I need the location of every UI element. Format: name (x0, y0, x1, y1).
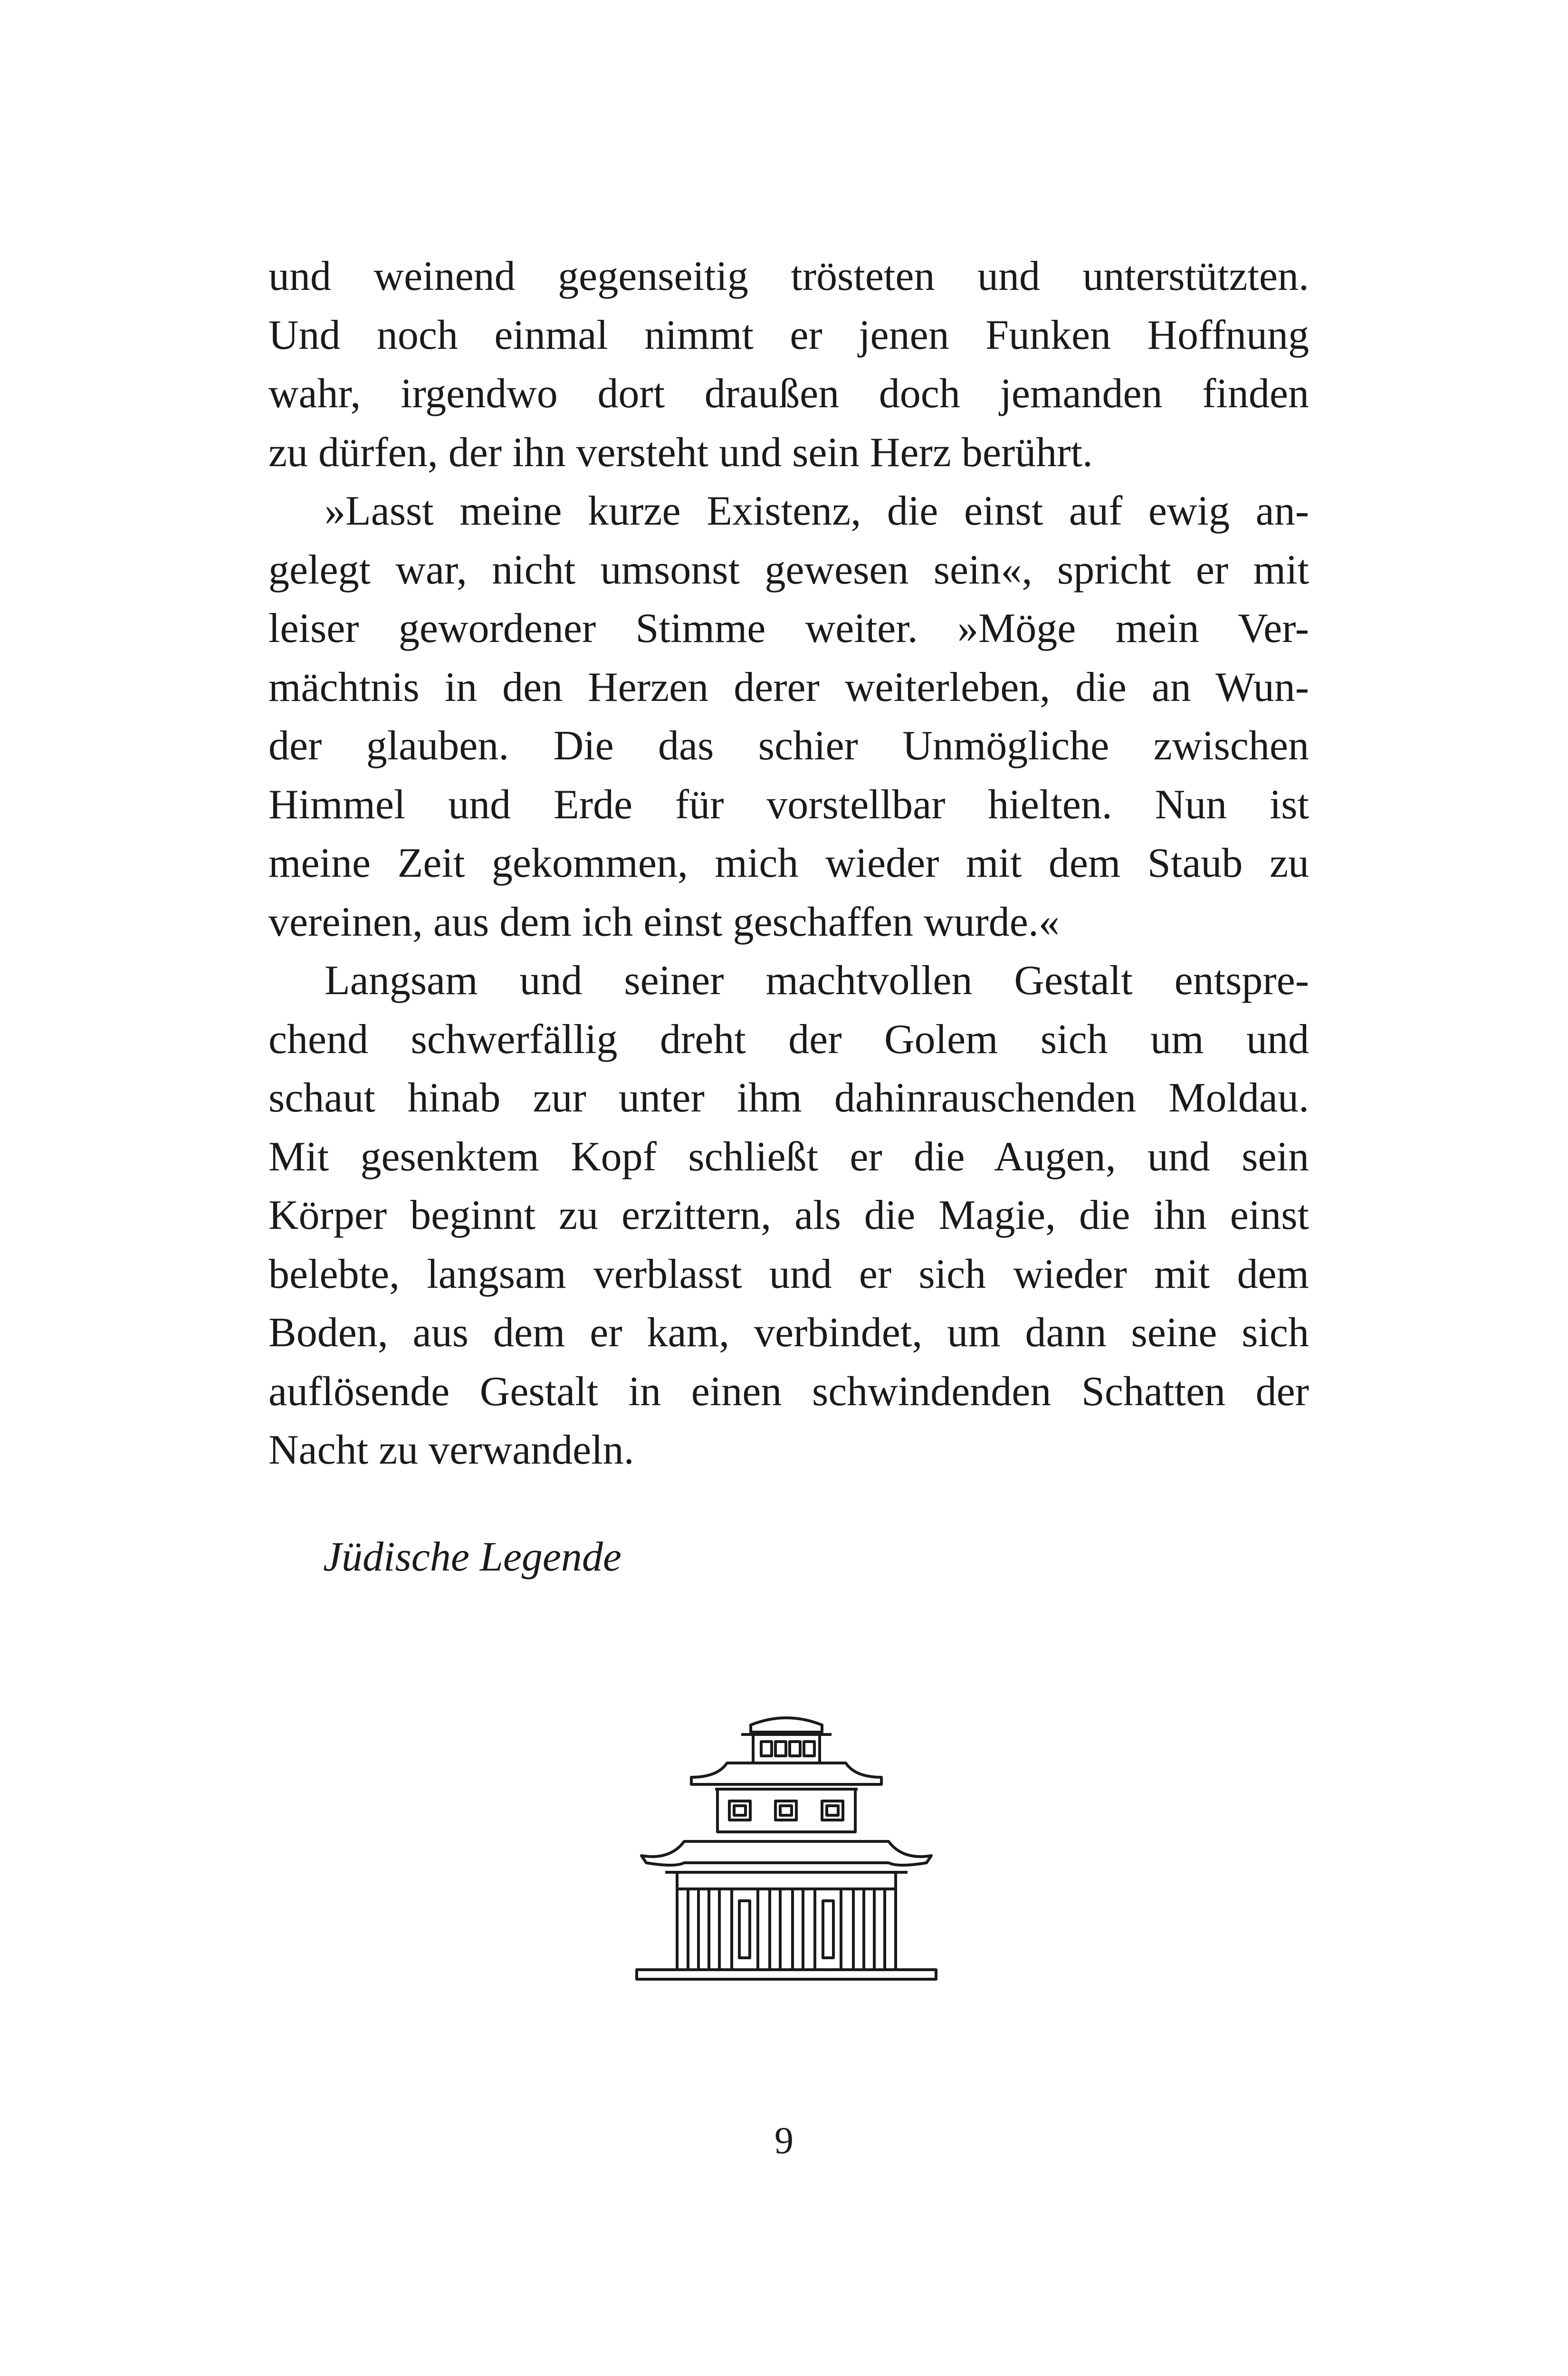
text-line: gelegt war, nicht umsonst gewesen sein«, spricht er mit (268, 546, 1309, 593)
text-line: leiser gewordener Stimme weiter. »Möge mein Ver- (268, 605, 1309, 651)
source-attribution: Jüdische Legende (323, 1534, 621, 1580)
text-line: Mit gesenktem Kopf schließt er die Augen, und sein (268, 1133, 1309, 1180)
text-line: Himmel und Erde für vorstellbar hielten. Nun ist (268, 781, 1309, 828)
body-text (268, 247, 1309, 1480)
text-line: chend schwerfällig dreht der Golem sich um und (268, 1016, 1309, 1063)
text-line: vereinen, aus dem ich einst geschaffen wurde.« (268, 899, 1060, 945)
text-line: und weinend gegenseitig trösteten und unterstützten. (268, 253, 1309, 299)
pagoda-icon (632, 1706, 941, 1982)
text-line: meine Zeit gekommen, mich wieder mit dem Staub zu (268, 840, 1309, 886)
text-line: auflösende Gestalt in einen schwindenden Schatten der (268, 1368, 1309, 1415)
text-line: wahr, irgendwo dort draußen doch jemanden finden (268, 371, 1309, 417)
text-line: Nacht zu verwandeln. (268, 1427, 634, 1473)
text-line: Körper beginnt zu erzittern, als die Magie, die ihn einst (268, 1192, 1309, 1238)
page-number: 9 (774, 2120, 794, 2162)
paragraph-2 (268, 482, 1309, 951)
text-line: der glauben. Die das schier Unmögliche zwischen (268, 723, 1309, 769)
text-line: Und noch einmal nimmt er jenen Funken Hoffnung (268, 312, 1309, 358)
text-line: zu dürfen, der ihn versteht und sein Herz berührt. (268, 429, 1093, 476)
text-line: Boden, aus dem er kam, verbindet, um dann seine sich (268, 1310, 1309, 1356)
text-line: »Lasst meine kurze Existenz, die einst auf ewig an- (325, 488, 1309, 534)
text-line: Langsam und seiner machtvollen Gestalt entspre- (325, 958, 1309, 1004)
paragraph-1 (268, 247, 1309, 482)
text-line: mächtnis in den Herzen derer weiterleben, die an Wun- (268, 664, 1309, 710)
text-line: belebte, langsam verblasst und er sich wieder mit dem (268, 1251, 1309, 1297)
text-line: schaut hinab zur unter ihm dahinrauschenden Moldau. (268, 1075, 1309, 1121)
paragraph-3 (268, 951, 1309, 1480)
